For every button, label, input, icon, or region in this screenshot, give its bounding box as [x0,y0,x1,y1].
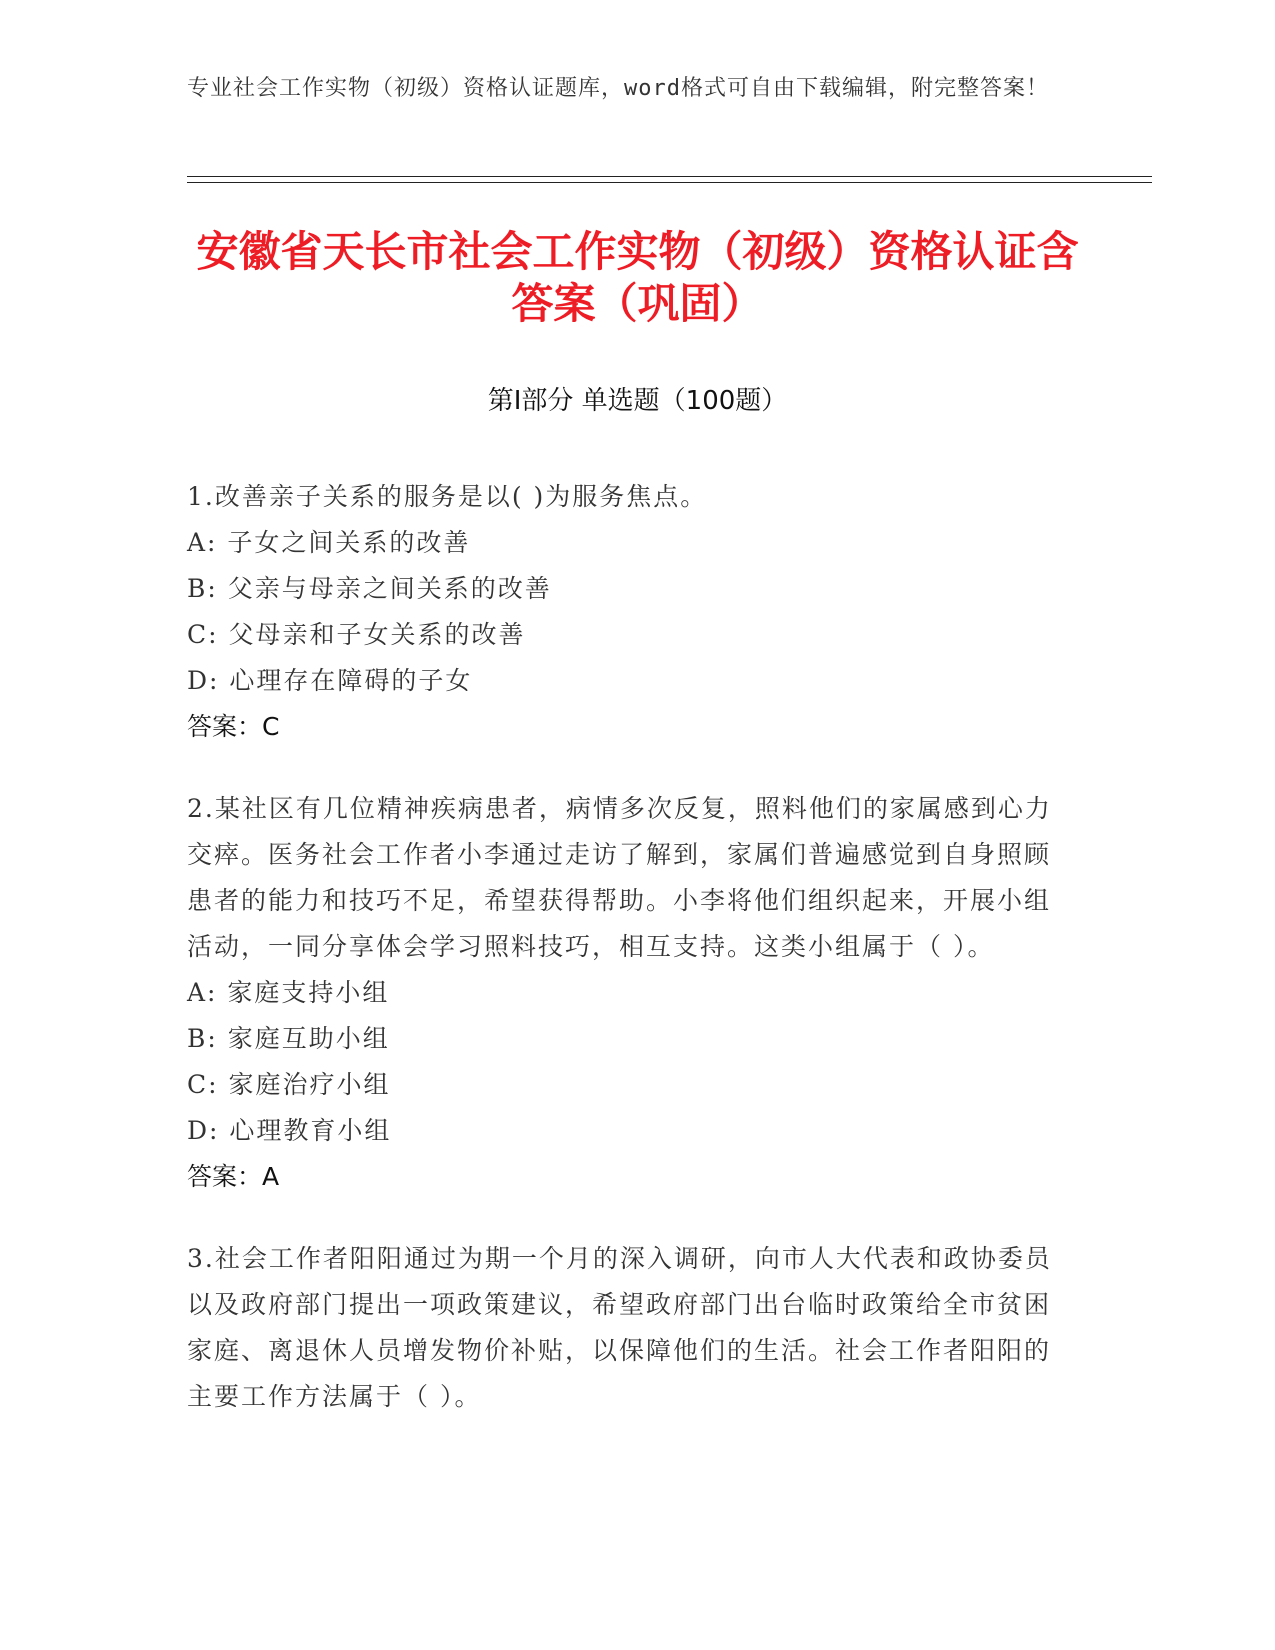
option-a: A: 子女之间关系的改善 [187,528,471,557]
answer: 答案：A [187,1162,280,1191]
header-note: 专业社会工作实物（初级）资格认证题库，word格式可自由下载编辑，附完整答案！ [187,76,1049,101]
option-d: D: 心理教育小组 [187,1116,392,1145]
option-a: A: 家庭支持小组 [187,978,390,1007]
question-3 [187,1236,1067,1420]
header-divider-top [187,176,1152,177]
question-text: 2.某社区有几位精神疾病患者，病情多次反复，照料他们的家属感到心力交瘁。医务社会工作者小李通过走访了解到，家属们普遍感觉到自身照顾患者的能力和技巧不足，希望获得帮助。小李将他们组织起来，开展小组活动，一同分享体会学习照料技巧，相互支持。这类小组属于（ ）。 [187,794,1052,961]
option-b: B: 家庭互助小组 [187,1024,390,1053]
question-text: 1.改善亲子关系的服务是以( )为服务焦点。 [187,482,708,511]
section-heading: 第Ⅰ部分 单选题（100题） [487,386,788,416]
question-1 [187,474,1067,750]
header-divider-bottom [187,182,1152,183]
option-b: B: 父亲与母亲之间关系的改善 [187,574,552,603]
option-c: C: 父母亲和子女关系的改善 [187,620,526,649]
answer: 答案：C [187,712,280,741]
question-list [187,474,1067,1456]
question-text: 3.社会工作者阳阳通过为期一个月的深入调研，向市人大代表和政协委员以及政府部门提出一项政策建议，希望政府部门出台临时政策给全市贫困家庭、离退休人员增发物价补贴，以保障他们的生活。社会工作者阳阳的主要工作方法属于（ ）。 [187,1244,1052,1411]
question-2 [187,786,1067,1200]
option-d: D: 心理存在障碍的子女 [187,666,473,695]
option-c: C: 家庭治疗小组 [187,1070,391,1099]
document-title: 安徽省天长市社会工作实物（初级）资格认证含答案（巩固） [196,227,1079,328]
